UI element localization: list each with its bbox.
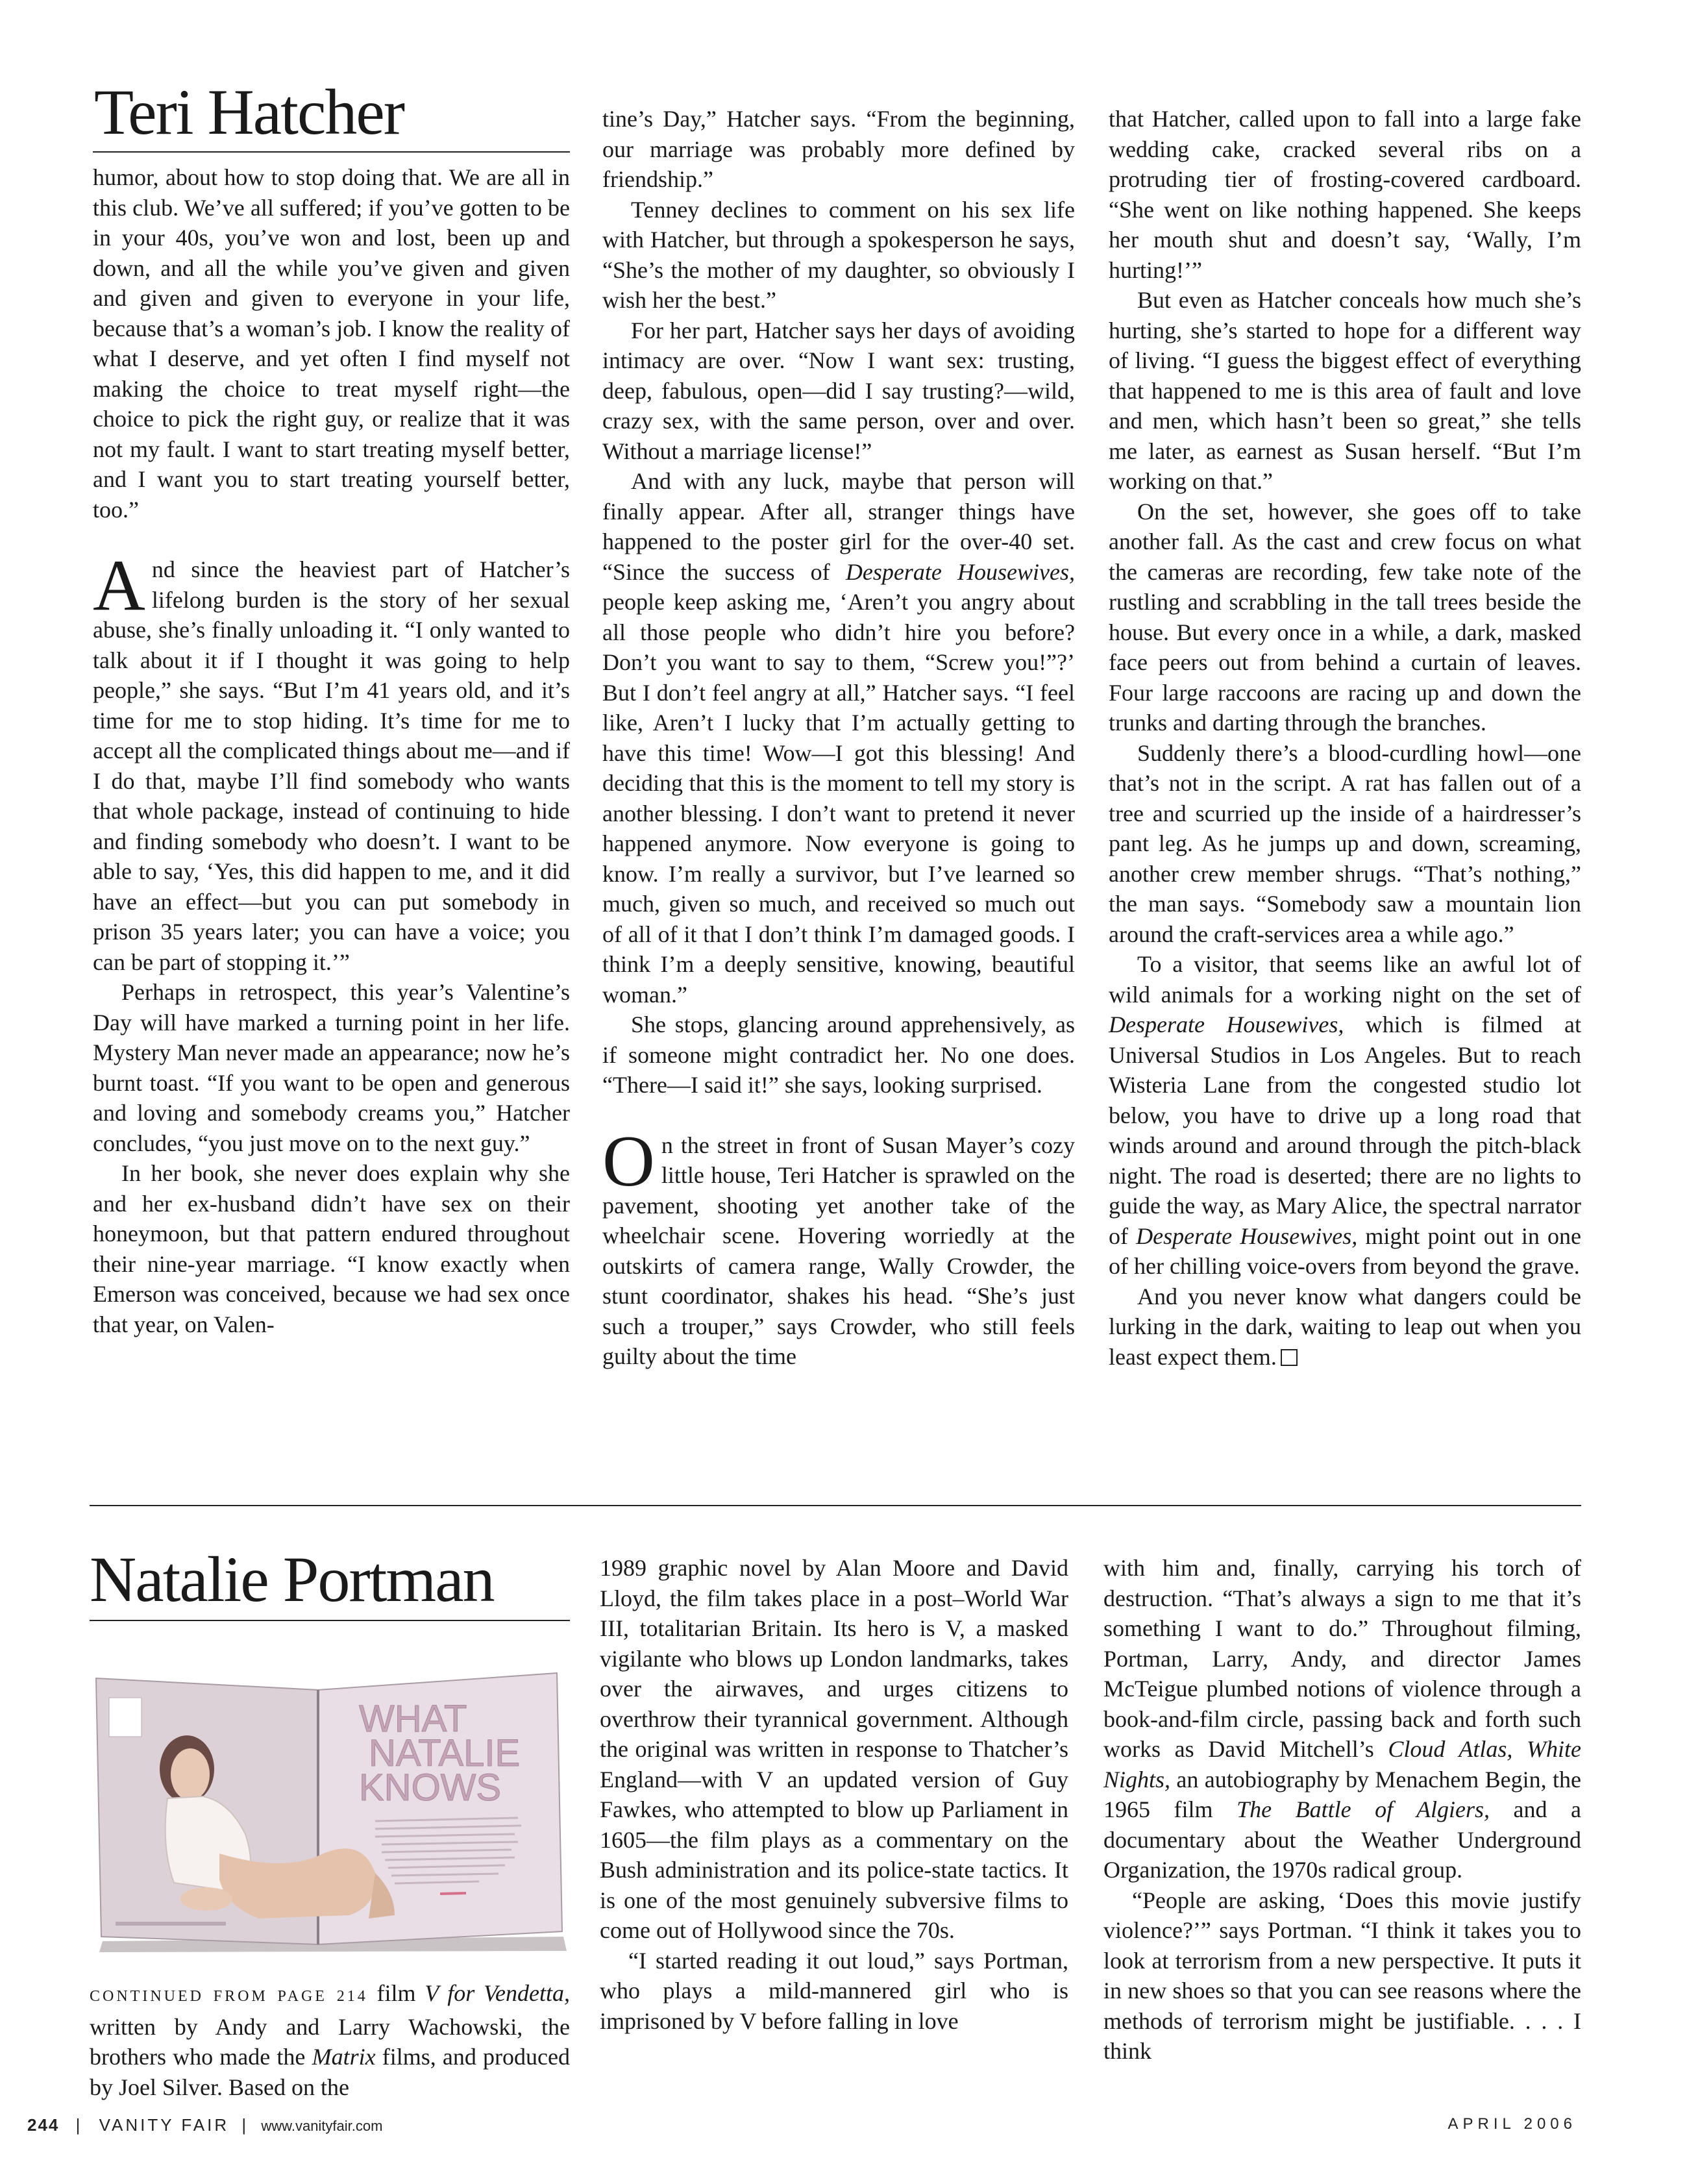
paragraph: with him and, finally, carrying his torch of destruction. “That’s always a sign to me that it’s something I want to do.” Throughout filming, Portman, Larry, Andy, and director James McTeigue plumbed notions of violence through a book-and-film circle, passing back and forth such works as David Mitchell’s Cloud Atlas, White Nights, an autobiography by Menachem Begin, the 1965 film The Battle of Algiers, and a documentary about the Weather Underground Organization, the 1970s radical group. [1103,1555,1581,1883]
headline-teri-hatcher: Teri Hatcher [94,76,404,148]
article2-column-2 [600,1553,1068,2036]
paragraph: On the set, however, she goes off to take another fall. As the cast and crew focus on what the cameras are recording, few take note of the rustling and scrabbling in the tall trees beside the house. But every once in a while, a dark, masked face peers out from behind a curtain of leaves. Four large raccoons are racing up and down the trunks and darting through the branches. [1109,498,1581,736]
end-mark-icon [1281,1349,1298,1366]
paragraph-dropcap: And since the heaviest part of Hatcher’s lifelong burden is the story of her sexual abuse, she’s finally unloading it. “I only wanted to talk about it if I thought it was going to help people,” she says. “But I’m 41 years old, and it’s time for me to stop hiding. It’s time for me to accept all the complicated things about me—and if I do that, maybe I’ll find somebody who wants that whole package, instead of continuing to hide and finding somebody who doesn’t. I want to be able to say, ‘Yes, this did happen to me, and it did have an effect—but you can put somebody in prison 35 years later; you can have a voice; you can be part of stopping it.’” [93,545,570,975]
paragraph: Tenney declines to comment on his sex life with Hatcher, but through a spokesperson he says, “She’s the mother of my daughter, so obviously I wish her the best.” [602,196,1075,313]
magazine-spread-photo [90,1659,570,1954]
footer-separator: | [75,2115,83,2135]
paragraph: She stops, glancing around apprehensively, as if someone might contradict her. No one does. “There—I said it!” she says, looking surprised. [602,1011,1075,1098]
paragraph: In her book, she never does explain why she and her ex-husband didn’t have sex on their honeymoon, but that pattern endured throughout their nine-year marriage. “I know exactly when Emerson was conceived, because we had sex once that year, on Valen- [93,1160,570,1337]
footer-separator: | [241,2115,249,2135]
section-divider [90,1505,1581,1506]
article2-column-3 [1103,1553,1581,2066]
paragraph: humor, about how to stop doing that. We are all in this club. We’ve all suffered; if you’ve gotten to be in your 40s, you’ve won and lost, been up and down, and all the while you’ve given and given and given and given to everyone in your life, because that’s a woman’s job. I know the reality of what I deserve, and yet often I find myself not making the choice to treat myself right—the choice to pick the right guy, or realize that it was not my fault. I want to start treating myself better, and I want you to start treating yourself better, too.” [93,164,570,523]
paragraph: 1989 graphic novel by Alan Moore and David Lloyd, the film takes place in a post–World War III, totalitarian Britain. Its hero is V, a masked vigilante who blows up London landmarks, takes over the airwaves, and urges citizens to overthrow their tyrannical government. Although the original was written in response to Thatcher’s England—with V an updated version of Guy Fawkes, who attempted to blow up Parliament in 1605—the film plays as a commentary on the Bush administration and its police-state tactics. It is one of the most genuinely subversive films to come out of Hollywood since the 70s. [600,1555,1068,1943]
photo-title-line-1: WHAT [359,1698,467,1740]
paragraph-dropcap: On the street in front of Susan Mayer’s cozy little house, Teri Hatcher is sprawled on the pavement, shooting yet another take of the wheelchair scene. Hovering worriedly at the outskirts of camera range, Wally Crowder, the stunt coordinator, shakes his head. “She’s just such a trouper,” says Crowder, who still feels guilty about the time [602,1121,1075,1369]
paragraph: Suddenly there’s a blood-curdling howl—one that’s not in the script. A rat has fallen out of a tree and scurried up the inside of a hairdresser’s pant leg. As he jumps up and down, screaming, another crew member shrugs. “That’s nothing,” the man says. “Somebody saw a mountain lion around the craft-services area a while ago.” [1109,739,1581,947]
paragraph: “People are asking, ‘Does this movie justify violence?’” says Portman. “I think it takes you to look at terrorism from a new perspective. It puts it in new shoes so that you can see reasons where the methods of terrorism might be justifiable. . . . I think [1103,1887,1581,2064]
magazine-url: www.vanityfair.com [261,2118,383,2134]
page-number: 244 [27,2115,60,2135]
paragraph: CONTINUED FROM PAGE 214 film V for Vendetta, written by Andy and Larry Wachowski, the brothers who made the Matrix films, and produced by Joel Silver. Based on the [90,1980,571,2100]
paragraph: tine’s Day,” Hatcher says. “From the beginning, our marriage was probably more defined by friendship.” [602,106,1075,192]
magazine-name: VANITY FAIR [99,2115,230,2135]
photo-title-line-2: NATALIE [369,1732,521,1774]
continued-label: CONTINUED FROM PAGE 214 [90,1988,368,2005]
article1-column-2 [602,104,1075,1372]
issue-date: APRIL 2006 [1447,2115,1577,2133]
paragraph: And you never know what dangers could be lurking in the dark, waiting to leap out when you least expect them. [1109,1283,1581,1370]
article1-column-3 [1109,104,1581,1372]
article2-column-1 [90,1978,570,2102]
paragraph: Perhaps in retrospect, this year’s Valentine’s Day will have marked a turning point in her life. Mystery Man never made an appearance; now he’s burnt toast. “If you want to be open and generous and loving and somebody creams you,” Hatcher concludes, “you just move on to the next guy.” [93,979,570,1156]
headline-rule [93,151,570,153]
photo-title-line-3: KNOWS [359,1767,502,1809]
paragraph: “I started reading it out loud,” says Portman, who plays a mild-mannered girl who is imprisoned by V before falling in love [600,1947,1068,2034]
article1-column-1 [93,162,570,1339]
paragraph: And with any luck, maybe that person will finally appear. After all, stranger things have happened to the poster girl for the over-40 set. “Since the success of Desperate Housewives, people keep asking me, ‘Aren’t you angry about all those people who didn’t hire you before? Don’t you want to say to them, “Screw you!”?’ But I don’t feel angry at all,” Hatcher says. “I feel like, Aren’t I lucky that I’m actually getting to have this time! Wow—I got this blessing! And deciding that this is the moment to tell my story is another blessing. I don’t want to pretend it never happened anymore. Now everyone is going to know. I’m really a survivor, but I’ve learned so much, given so much, and received so much out of all of it that I don’t think I’m damaged goods. I think I’m a deeply sensitive, knowing, beautiful woman.” [602,468,1075,1008]
paragraph: To a visitor, that seems like an awful lot of wild animals for a working night on the set of Desperate Housewives, which is filmed at Universal Studios in Los Angeles. But to reach Wisteria Lane from the congested studio lot below, you have to drive up a long road that winds around and around through the pitch-black night. The road is deserted; there are no lights to guide the way, as Mary Alice, the spectral narrator of Desperate Housewives, might point out in one of her chilling voice-overs from beyond the grave. [1109,951,1582,1279]
drop-cap: A [93,545,145,626]
page-footer [27,2115,382,2135]
paragraph: But even as Hatcher conceals how much she’s hurting, she’s started to hope for a different way of living. “I guess the biggest effect of everything that happened to me is this area of fault and love and men, which hasn’t been so great,” she tells me later, as earnest as Susan herself. “But I’m working on that.” [1109,287,1581,494]
drop-cap: O [602,1121,655,1202]
paragraph: that Hatcher, called upon to fall into a large fake wedding cake, cracked several ribs on a protruding tier of frosting-covered cardboard. “She went on like nothing happened. She keeps her mouth shut and doesn’t say, ‘Wally, I’m hurting!’” [1109,106,1581,283]
headline-rule [90,1620,570,1621]
paragraph: For her part, Hatcher says her days of avoiding intimacy are over. “Now I want sex: trusting, deep, fabulous, open—did I say trusting?—wild, crazy sex, with the same person, over and over. Without a marriage license!” [602,317,1075,464]
headline-natalie-portman: Natalie Portman [90,1543,494,1615]
